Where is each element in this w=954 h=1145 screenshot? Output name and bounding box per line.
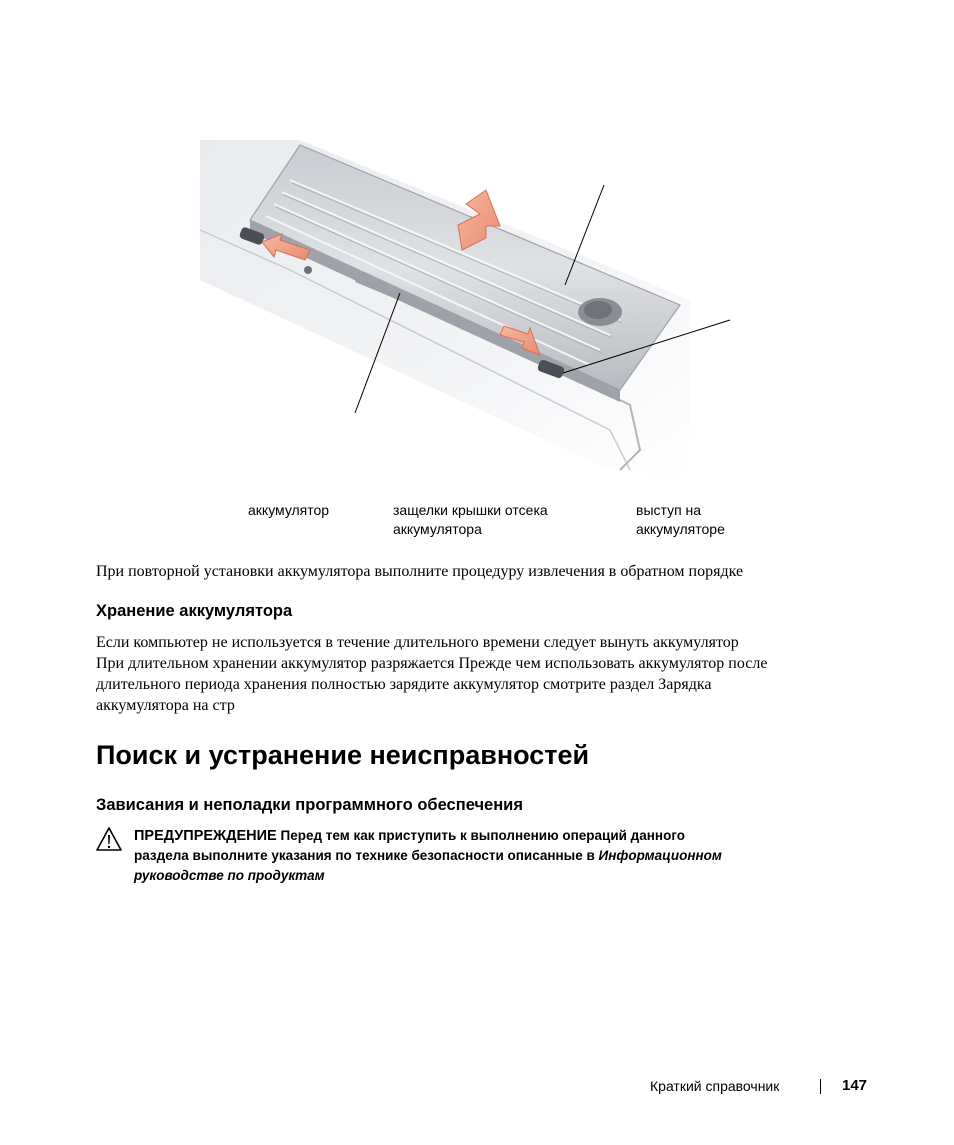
page-number: 147	[842, 1077, 868, 1094]
page-footer	[650, 1075, 870, 1097]
battery-removal-illustration	[190, 130, 750, 490]
heading-software-freezes: Зависания и неполадки программного обеспечения	[96, 796, 523, 814]
paragraph-storage-line: аккумулятора на стр	[96, 697, 235, 714]
warning-text-line2: раздела выполните указания по технике безопасности описанные в	[134, 848, 599, 863]
paragraph-storage-line: При длительном хранении аккумулятор разряжается Прежде чем использовать аккумулятор после	[96, 655, 768, 672]
paragraph-reinstall: При повторной установки аккумулятора выполните процедуру извлечения в обратном порядке	[96, 563, 744, 580]
callout-tab-line1: выступ на	[636, 502, 702, 518]
callout-tab	[636, 501, 786, 539]
paragraph-storage-line: Если компьютер не используется в течение длительного времени следует вынуть аккумулятор	[96, 634, 739, 651]
warning-label: ПРЕДУПРЕЖДЕНИЕ	[134, 828, 277, 844]
paragraph-storage	[96, 632, 856, 716]
callout-latch-line1: защелки крышки отсека	[393, 502, 548, 518]
paragraph-storage-line: длительного периода хранения полностью зарядите аккумулятор смотрите раздел Зарядка	[96, 676, 712, 693]
warning-doc-title-part2: руководстве по продуктам	[134, 868, 325, 883]
callout-battery-label: аккумулятор	[248, 502, 330, 518]
warning-notice	[134, 826, 854, 886]
footer-title: Краткий справочник	[650, 1078, 780, 1094]
heading-battery-storage: Хранение аккумулятора	[96, 602, 293, 620]
callout-battery	[248, 501, 378, 520]
warning-doc-title-part1: Информационном	[598, 848, 722, 863]
footer-divider	[820, 1079, 821, 1094]
callout-latch	[393, 501, 593, 539]
heading-troubleshooting: Поиск и устранение неисправностей	[96, 740, 590, 770]
callout-latch-line2: аккумулятора	[393, 521, 482, 537]
warning-triangle-icon	[95, 826, 123, 852]
callout-tab-line2: аккумуляторе	[636, 521, 725, 537]
warning-text-line1: Перед тем как приступить к выполнению операций данного	[276, 828, 686, 843]
